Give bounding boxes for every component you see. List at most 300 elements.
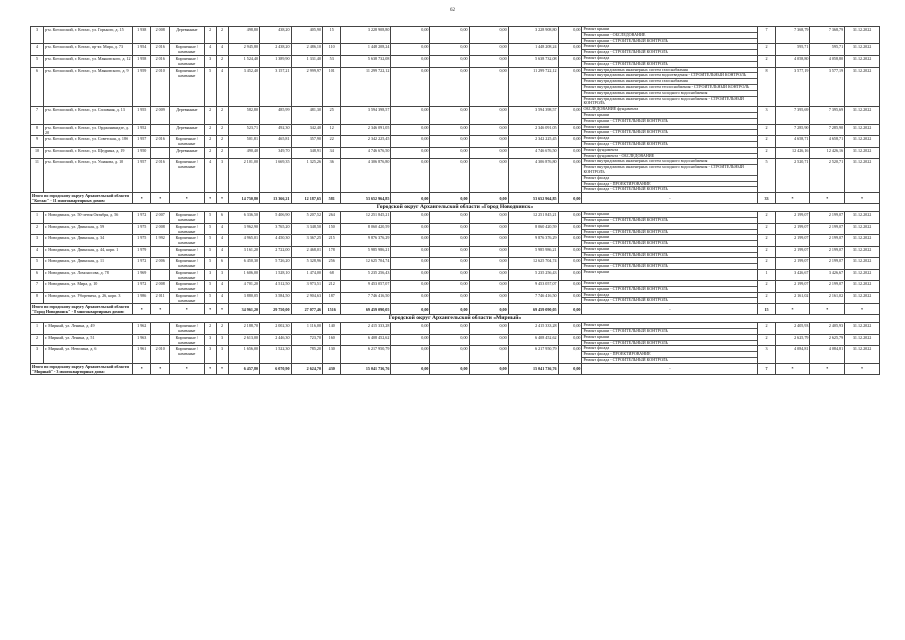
- work-types: [582, 55, 758, 67]
- work-item: Ремонт внутридомовых инженерных систем холодного водоснабжения: [582, 91, 757, 97]
- work-count: 2: [758, 334, 775, 346]
- work-item: Ремонт фасада - СТРОИТЕЛЬНЫЙ КОНТРОЛЬ: [583, 297, 668, 303]
- completion-date: 31.12.2022: [845, 67, 880, 107]
- residents: 215: [323, 235, 341, 247]
- empty-mark: *: [169, 363, 204, 374]
- cost-fund: 0,00: [391, 363, 430, 374]
- house-address: г. Новодвинск, ул. Двинская, д. 11: [44, 258, 133, 270]
- cost-fund: 0,00: [391, 212, 430, 224]
- cost-owners: 2 346 091,05: [508, 124, 558, 136]
- cost-other: 0,00: [558, 363, 582, 374]
- cost-total: 4 746 676,50: [341, 147, 391, 159]
- cost-other: 0,00: [558, 304, 582, 315]
- cost-total: 53 652 964,85: [341, 193, 391, 204]
- work-count: 2: [758, 212, 775, 224]
- wall-material: Кирпичные / каменные: [169, 270, 204, 281]
- year-repair: [151, 334, 169, 346]
- work-count: 2: [758, 281, 775, 293]
- residents: 36: [323, 159, 341, 193]
- work-item: Ремонт крыши - СТРОИТЕЛЬНЫЙ КОНТРОЛЬ: [583, 285, 668, 291]
- residents: 581: [323, 193, 341, 204]
- cost-municipal: 0,00: [469, 246, 508, 258]
- year-built: 1 972: [133, 212, 151, 224]
- year-repair: [151, 147, 169, 159]
- house-address: г. Мирный, ул. Ленина, д. 51: [44, 334, 133, 346]
- work-item: Ремонт крыши - ОБСЛЕДОВАНИЕ: [582, 33, 757, 39]
- year-built: 1 961: [133, 346, 151, 363]
- cost-owners: 53 652 964,85: [508, 193, 558, 204]
- row-number: 8: [31, 124, 44, 136]
- year-built: 1 950: [133, 147, 151, 159]
- cost-owners: 2 415 333,28: [508, 323, 558, 335]
- work-types: [582, 147, 758, 159]
- year-built: 1 952: [133, 124, 151, 136]
- row-number: 2: [31, 334, 44, 346]
- entrances: 3: [216, 334, 228, 346]
- work-item: Ремонт крыши: [582, 335, 757, 341]
- entrances: 3: [216, 346, 228, 363]
- work-item: Ремонт крыши - СТРОИТЕЛЬНЫЙ КОНТРОЛЬ: [583, 328, 668, 334]
- premises-area: 465,81: [260, 136, 291, 148]
- cost-fund: 0,00: [391, 159, 430, 193]
- cost-municipal: 0,00: [469, 281, 508, 293]
- entrances: 4: [216, 281, 228, 293]
- section-title: Городской округ Архангельской области «Мирный»: [31, 315, 880, 323]
- work-count: 33: [758, 193, 775, 204]
- work-item: Ремонт крыши - СТРОИТЕЛЬНЫЙ КОНТРОЛЬ: [583, 228, 668, 234]
- cost-owners: 5 235 256,43: [508, 270, 558, 281]
- cost-fund: 0,00: [391, 107, 430, 124]
- residents: 101: [323, 67, 341, 107]
- work-types: [582, 334, 758, 346]
- cost-total: 2 346 091,05: [341, 124, 391, 136]
- residential-area: 1 116,00: [291, 323, 322, 335]
- cost-other: 0,00: [558, 223, 582, 235]
- year-repair: [151, 246, 169, 258]
- completion-date: 31.12.2022: [845, 147, 880, 159]
- empty-mark: *: [204, 304, 216, 315]
- cost-total: 11 299 722,12: [341, 67, 391, 107]
- cost-region: 0,00: [430, 334, 469, 346]
- cost-total: 8 060 420,59: [341, 223, 391, 235]
- cost-total: 5 985 986,21: [341, 246, 391, 258]
- work-count: 2: [758, 258, 775, 270]
- wall-material: Кирпичные / каменные: [169, 292, 204, 304]
- cost-total: 3 228 908,80: [341, 27, 391, 44]
- completion-date: 31.12.2022: [845, 292, 880, 304]
- cost-region: 0,00: [430, 235, 469, 247]
- cost-total: 9 876 376,29: [341, 235, 391, 247]
- completion-date: 31.12.2022: [845, 124, 880, 136]
- cost-owners: 3 228 908,80: [508, 27, 558, 44]
- table-row: [31, 334, 880, 346]
- residential-area: 785,20: [291, 346, 322, 363]
- wall-material: Кирпичные / каменные: [169, 136, 204, 148]
- residential-area: 2 999,97: [291, 67, 322, 107]
- house-address: г. Новодвинск, ул. Мира, д. 10: [44, 281, 133, 293]
- entrances: 4: [216, 67, 228, 107]
- wall-material: Кирпичные / каменные: [169, 334, 204, 346]
- work-types: [582, 323, 758, 335]
- cost-fund: 0,00: [391, 147, 430, 159]
- completion-date: 31.12.2022: [845, 346, 880, 363]
- cost-fund: 0,00: [391, 270, 430, 281]
- work-types: [582, 107, 758, 124]
- year-repair: 2 009: [151, 107, 169, 124]
- residents: 160: [323, 334, 341, 346]
- completion-date: 31.12.2022: [845, 55, 880, 67]
- row-number: 7: [31, 281, 44, 293]
- total-area: 498,80: [228, 27, 259, 44]
- year-built: 1 963: [133, 334, 151, 346]
- house-address: г. Новодвинск, ул. Двинская, д. 59: [44, 223, 133, 235]
- cost-fund: 0,00: [391, 304, 430, 315]
- cost-owners: 6 217 950,79: [508, 346, 558, 363]
- entrances: 2: [216, 124, 228, 136]
- table-row: [31, 212, 880, 224]
- work-item: Ремонт крыши - СТРОИТЕЛЬНЫЙ КОНТРОЛЬ: [583, 129, 668, 135]
- max-unit-cost: 2 199,07: [810, 223, 845, 235]
- cost-municipal: 0,00: [469, 193, 508, 204]
- total-area: 6 457,80: [228, 363, 259, 374]
- residential-area: 2 468,01: [291, 246, 322, 258]
- table-row: [31, 107, 880, 124]
- max-unit-cost: 2 199,07: [810, 258, 845, 270]
- total-area: 34 961,20: [228, 304, 259, 315]
- cost-fund: 0,00: [391, 258, 430, 270]
- wall-material: Кирпичные / каменные: [169, 323, 204, 335]
- year-built: 1 972: [133, 281, 151, 293]
- max-unit-cost: 7 368,79: [810, 27, 845, 44]
- work-count: 15: [758, 304, 775, 315]
- section-header: [31, 204, 880, 212]
- wall-material: Кирпичные / каменные: [169, 246, 204, 258]
- empty-mark: *: [133, 304, 151, 315]
- max-unit-cost: 3 577,19: [810, 67, 845, 107]
- cost-fund: 0,00: [391, 281, 430, 293]
- unit-cost: 3 577,19: [775, 67, 810, 107]
- premises-area: 1 389,90: [260, 55, 291, 67]
- table-row: [31, 159, 880, 193]
- wall-material: Кирпичные / каменные: [169, 67, 204, 107]
- residential-area: 3 973,51: [291, 281, 322, 293]
- max-unit-cost: 2 199,07: [810, 235, 845, 247]
- cost-region: 0,00: [430, 304, 469, 315]
- max-unit-cost: 2 625,79: [810, 334, 845, 346]
- unit-cost: 2 625,79: [775, 334, 810, 346]
- year-built: 1 938: [133, 27, 151, 44]
- residential-area: 5 328,96: [291, 258, 322, 270]
- premises-area: 29 750,00: [260, 304, 291, 315]
- premises-area: 2 446,30: [260, 334, 291, 346]
- row-number: 1: [31, 323, 44, 335]
- cost-region: 0,00: [430, 281, 469, 293]
- entrances: 2: [216, 147, 228, 159]
- table-row: [31, 258, 880, 270]
- row-number: 2: [31, 223, 44, 235]
- floors: 3: [204, 270, 216, 281]
- floors: 3: [204, 346, 216, 363]
- house-address: р-н. Котласский, г. Котлас, пр-кт. Мира, д. 73: [44, 44, 133, 56]
- cost-region: 0,00: [430, 346, 469, 363]
- cost-region: 0,00: [430, 258, 469, 270]
- house-address: г. Мирный, ул. Неволина, д. 6: [44, 346, 133, 363]
- cost-fund: 0,00: [391, 323, 430, 335]
- total-area: 2 945,80: [228, 44, 259, 56]
- empty-mark: *: [810, 304, 845, 315]
- work-item: Ремонт фасада - ПРОЕКТИРОВАНИЕ: [582, 182, 757, 188]
- year-repair: 2 006: [151, 258, 169, 270]
- cost-total: 2 415 333,28: [341, 323, 391, 335]
- cost-owners: 9 876 376,29: [508, 235, 558, 247]
- row-number: 3: [31, 346, 44, 363]
- work-item: ОБСЛЕДОВАНИЕ фундамента: [582, 107, 757, 113]
- completion-date: 31.12.2022: [845, 159, 880, 193]
- unit-cost: 12 426,16: [775, 147, 810, 159]
- cost-municipal: 0,00: [469, 223, 508, 235]
- year-built: 1 954: [133, 44, 151, 56]
- residential-area: 348,91: [291, 147, 322, 159]
- wall-material: Кирпичные / каменные: [169, 44, 204, 56]
- max-unit-cost: 2 199,07: [810, 281, 845, 293]
- cost-fund: 0,00: [391, 334, 430, 346]
- total-area: 6 336,50: [228, 212, 259, 224]
- empty-mark: *: [204, 363, 216, 374]
- row-number: 5: [31, 258, 44, 270]
- total-row: [31, 193, 880, 204]
- premises-area: 6 070,90: [260, 363, 291, 374]
- empty-mark: *: [216, 304, 228, 315]
- premises-area: 3 765,20: [260, 223, 291, 235]
- cost-region: 0,00: [430, 270, 469, 281]
- max-unit-cost: 2 161,02: [810, 292, 845, 304]
- unit-cost: 7 395,69: [775, 107, 810, 124]
- cost-total: 5 638 732,08: [341, 55, 391, 67]
- wall-material: Кирпичные / каменные: [169, 281, 204, 293]
- floors: 5: [204, 246, 216, 258]
- cost-owners: 15 041 736,76: [508, 363, 558, 374]
- total-area: 2 188,70: [228, 323, 259, 335]
- residential-area: 1 474,00: [291, 270, 322, 281]
- year-repair: 2 016: [151, 159, 169, 193]
- premises-area: 13 366,21: [260, 193, 291, 204]
- floors: 5: [204, 235, 216, 247]
- table-row: [31, 67, 880, 107]
- cost-owners: 5 638 732,08: [508, 55, 558, 67]
- cost-owners: 1 448 208,24: [508, 44, 558, 56]
- cost-fund: 0,00: [391, 67, 430, 107]
- year-built: 1 975: [133, 223, 151, 235]
- cost-other: 0,00: [558, 147, 582, 159]
- entrances: 4: [216, 235, 228, 247]
- page-number: 62: [450, 8, 455, 13]
- total-area: 1 524,40: [228, 55, 259, 67]
- cost-region: 0,00: [430, 44, 469, 56]
- cost-total: 69 459 090,05: [341, 304, 391, 315]
- wall-material: Деревянные: [169, 107, 204, 124]
- premises-area: 1 669,35: [260, 159, 291, 193]
- residents: 12: [323, 124, 341, 136]
- year-repair: 2 007: [151, 212, 169, 224]
- cost-other: 0,00: [558, 346, 582, 363]
- row-number: 6: [31, 67, 44, 107]
- cost-region: 0,00: [430, 193, 469, 204]
- year-built: 1 972: [133, 258, 151, 270]
- work-item: Ремонт фундамента: [582, 148, 757, 154]
- table-row: [31, 270, 880, 281]
- cost-region: 0,00: [430, 147, 469, 159]
- total-label: Итого по городскому округу Архангельской области "Город Новодвинск" - 8 многоквартирных домов:: [31, 304, 133, 315]
- total-area: 490,40: [228, 147, 259, 159]
- work-item: Ремонт крыши - СТРОИТЕЛЬНЫЙ КОНТРОЛЬ: [583, 263, 668, 269]
- table-row: [31, 246, 880, 258]
- cost-other: 0,00: [558, 334, 582, 346]
- work-item: Ремонт крыши - СТРОИТЕЛЬНЫЙ КОНТРОЛЬ: [583, 240, 668, 246]
- completion-date: 31.12.2022: [845, 334, 880, 346]
- max-unit-cost: 2 520,71: [810, 159, 845, 193]
- year-repair: 2 016: [151, 55, 169, 67]
- wall-material: Кирпичные / каменные: [169, 212, 204, 224]
- cost-owners: 9 453 057,07: [508, 281, 558, 293]
- completion-date: 31.12.2022: [845, 235, 880, 247]
- cost-municipal: 0,00: [469, 136, 508, 148]
- work-item: Ремонт крыши - СТРОИТЕЛЬНЫЙ КОНТРОЛЬ: [583, 339, 668, 345]
- work-count: 2: [758, 292, 775, 304]
- year-repair: 2 016: [151, 136, 169, 148]
- work-item: Ремонт внутридомовых инженерных систем холодного водоснабжения: [582, 159, 757, 165]
- table-row: [31, 223, 880, 235]
- cost-total: 4 306 876,80: [341, 159, 391, 193]
- empty-mark: *: [775, 304, 810, 315]
- cost-region: 0,00: [430, 124, 469, 136]
- entrances: 2: [216, 107, 228, 124]
- year-built: 1 969: [133, 270, 151, 281]
- residential-area: 27 077,46: [291, 304, 322, 315]
- year-built: 1 957: [133, 159, 151, 193]
- house-address: г. Новодвинск, ул. 50-летия Октября, д. 56: [44, 212, 133, 224]
- residential-area: 2 624,70: [291, 363, 322, 374]
- cost-region: 0,00: [430, 323, 469, 335]
- total-area: 501,81: [228, 136, 259, 148]
- cost-owners: 12 625 704,74: [508, 258, 558, 270]
- year-built: 1 979: [133, 246, 151, 258]
- table-row: [31, 55, 880, 67]
- year-repair: 2 008: [151, 223, 169, 235]
- entrances: 6: [216, 258, 228, 270]
- completion-date: 31.12.2022: [845, 323, 880, 335]
- cost-region: 0,00: [430, 212, 469, 224]
- empty-mark: *: [133, 193, 151, 204]
- max-unit-cost: 7 395,69: [810, 107, 845, 124]
- premises-area: 349,70: [260, 147, 291, 159]
- floors: 5: [204, 67, 216, 107]
- row-number: 10: [31, 147, 44, 159]
- cost-owners: 8 060 420,59: [508, 223, 558, 235]
- work-count: 2: [758, 147, 775, 159]
- residents: 212: [323, 281, 341, 293]
- residents: 140: [323, 323, 341, 335]
- unit-cost: 4 658,71: [775, 136, 810, 148]
- work-types: [582, 246, 758, 258]
- completion-date: 31.12.2022: [845, 107, 880, 124]
- completion-date: 31.12.2022: [845, 212, 880, 224]
- residents: 15: [323, 27, 341, 44]
- work-count: 7: [758, 27, 775, 44]
- max-unit-cost: 595,71: [810, 44, 845, 56]
- work-types: [582, 67, 758, 107]
- cost-total: 7 746 416,50: [341, 292, 391, 304]
- unit-cost: 7 368,79: [775, 27, 810, 44]
- table-row: [31, 235, 880, 247]
- year-repair: 2 008: [151, 27, 169, 44]
- house-address: г. Мирный, ул. Ленина, д. 49: [44, 323, 133, 335]
- residents: 264: [323, 212, 341, 224]
- max-unit-cost: 2 199,07: [810, 246, 845, 258]
- entrances: 3: [216, 270, 228, 281]
- row-number: 4: [31, 246, 44, 258]
- empty-mark: *: [845, 304, 880, 315]
- house-address: р-н. Котласский, г. Котлас, ул. Сплавная, д. 13: [44, 107, 133, 124]
- floors: 2: [204, 107, 216, 124]
- cost-other: 0,00: [558, 107, 582, 124]
- work-count: 2: [758, 136, 775, 148]
- residents: 25: [323, 107, 341, 124]
- cost-other: 0,00: [558, 235, 582, 247]
- cost-fund: 0,00: [391, 124, 430, 136]
- max-unit-cost: 4 084,81: [810, 346, 845, 363]
- house-address: г. Новодвинск, ул. Двинская, д. 34: [44, 235, 133, 247]
- cost-municipal: 0,00: [469, 323, 508, 335]
- unit-cost: 595,71: [775, 44, 810, 56]
- cost-other: 0,00: [558, 55, 582, 67]
- premises-area: 492,30: [260, 124, 291, 136]
- work-item: Ремонт фасада: [582, 136, 757, 142]
- wall-material: Кирпичные / каменные: [169, 258, 204, 270]
- entrances: 2: [216, 323, 228, 335]
- year-repair: [151, 124, 169, 136]
- section-title: Городской округ Архангельской области «Город Новодвинск»: [31, 204, 880, 212]
- work-types: [582, 270, 758, 281]
- work-types: [582, 124, 758, 136]
- completion-date: 31.12.2022: [845, 44, 880, 56]
- work-item: Ремонт крыши: [582, 125, 757, 131]
- cost-region: 0,00: [430, 55, 469, 67]
- premises-area: 438,20: [260, 27, 291, 44]
- cost-municipal: 0,00: [469, 270, 508, 281]
- wall-material: Деревянные: [169, 147, 204, 159]
- work-item: Ремонт фасада: [582, 176, 757, 182]
- work-item: Ремонт внутридомовых инженерных систем холодного водоснабжения - СТРОИТЕЛЬНЫЙ КОНТРОЛЬ: [582, 165, 757, 176]
- work-item: Ремонт внутридомовых инженерных систем водоотведения - СТРОИТЕЛЬНЫЙ КОНТРОЛЬ: [582, 73, 757, 79]
- cost-total: 5 235 256,43: [341, 270, 391, 281]
- empty-mark: *: [169, 193, 204, 204]
- max-unit-cost: 4 658,71: [810, 136, 845, 148]
- work-count: 3: [758, 107, 775, 124]
- cost-other: 0,00: [558, 193, 582, 204]
- unit-cost: 2 520,71: [775, 159, 810, 193]
- completion-date: 31.12.2022: [845, 223, 880, 235]
- empty-mark: *: [151, 304, 169, 315]
- residential-area: 5 207,52: [291, 212, 322, 224]
- empty-mark: *: [810, 193, 845, 204]
- work-item: Ремонт фасада: [582, 56, 757, 62]
- residents: 187: [323, 292, 341, 304]
- total-area: 582,80: [228, 107, 259, 124]
- house-address: р-н. Котласский, г. Котлас, ул. Маяковского, д. 12: [44, 55, 133, 67]
- residents: 34: [323, 147, 341, 159]
- entrances: 2: [216, 136, 228, 148]
- premises-area: 5 726,20: [260, 258, 291, 270]
